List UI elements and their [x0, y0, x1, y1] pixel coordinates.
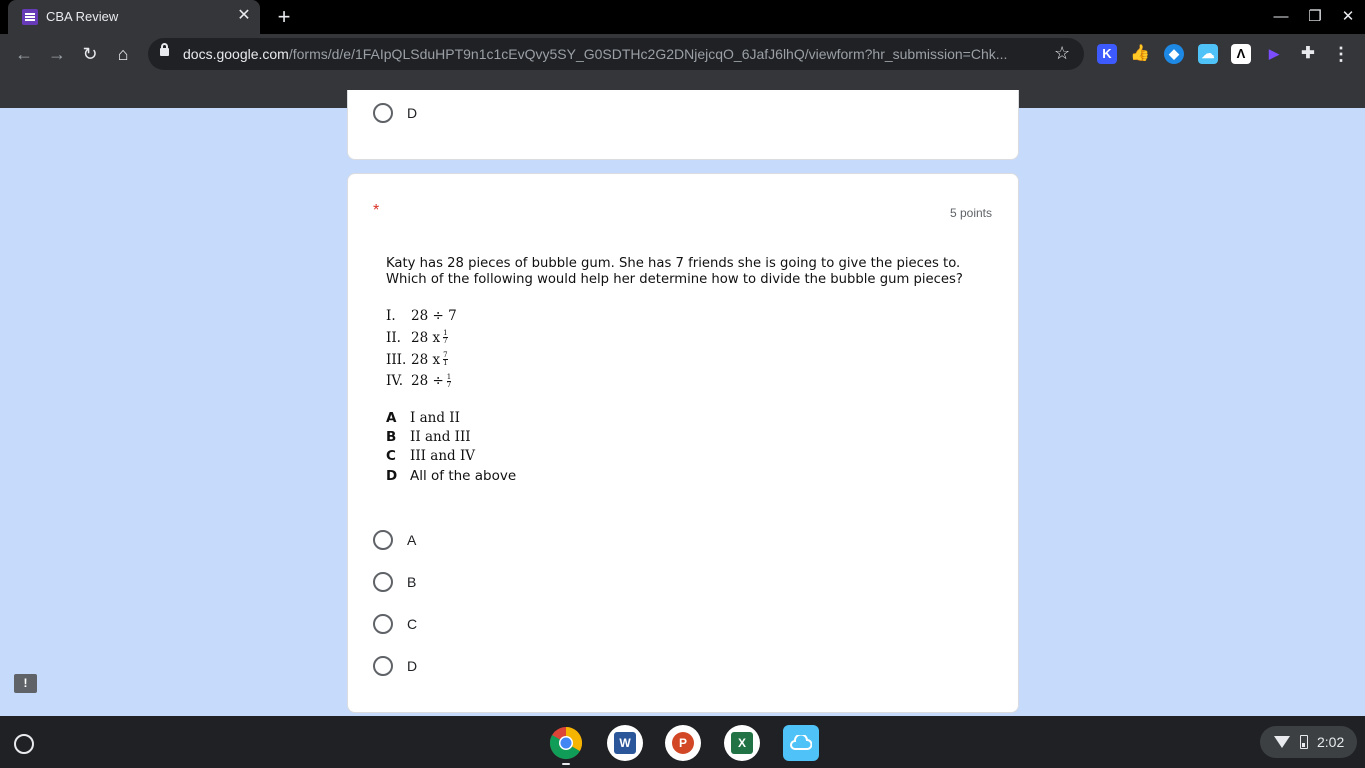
- radio-button[interactable]: [373, 103, 393, 123]
- question-image: [386, 256, 976, 485]
- radio-button[interactable]: [373, 572, 393, 592]
- close-window-button[interactable]: ✕: [1341, 8, 1355, 25]
- radio-button[interactable]: [373, 530, 393, 550]
- back-button[interactable]: ←: [15, 44, 33, 64]
- choice-letter: C: [386, 448, 396, 465]
- extensions-puzzle-icon[interactable]: ✚: [1301, 45, 1315, 62]
- answer-choice: [386, 428, 976, 447]
- option-label: D: [407, 105, 418, 121]
- fraction-numerator: 1: [446, 372, 452, 381]
- fraction-numerator: 1: [443, 329, 448, 338]
- option-d-prev[interactable]: [373, 101, 417, 125]
- statement-item: [386, 327, 976, 349]
- choice-letter: A: [386, 409, 397, 426]
- url-path: /forms/d/e/1FAIpQLSduHPT9n1c1cEvQvy5SY_G0SDTHc2G2DNjejcqO_6JafJ6lhQ/viewform?hr_submission=Chk...: [288, 46, 1008, 62]
- question-text: Katy has 28 pieces of bubble gum. She has 7 friends she is going to give the pieces to. Which of the following would help her determine how to divide the bubble gum pieces?: [386, 256, 963, 287]
- powerpoint-app-icon[interactable]: [665, 725, 701, 761]
- statement-expression: 28 x: [411, 351, 441, 368]
- bookmark-star-icon[interactable]: ☆: [1054, 43, 1071, 63]
- statement-item: [386, 371, 976, 393]
- answer-choice-list: [386, 408, 976, 485]
- excel-app-icon[interactable]: [724, 725, 760, 761]
- statement-expression: 28 ÷ 7: [411, 308, 457, 325]
- new-tab-button[interactable]: +: [277, 4, 291, 29]
- cloud-app-icon[interactable]: [783, 725, 819, 761]
- minimize-button[interactable]: —: [1273, 8, 1289, 25]
- wifi-icon: [1274, 736, 1290, 748]
- statement-item: [386, 305, 976, 327]
- statement-numeral: IV.: [386, 373, 404, 390]
- option-label: C: [407, 616, 418, 632]
- reload-button[interactable]: ↻: [82, 44, 98, 64]
- excel-logo-icon: X: [731, 732, 753, 754]
- extension-k-icon[interactable]: K: [1097, 44, 1117, 64]
- statement-list: [386, 305, 976, 392]
- clock: 2:02: [1317, 734, 1345, 750]
- launcher-icon[interactable]: [14, 734, 34, 754]
- browser-menu-icon[interactable]: ⋮: [1332, 44, 1350, 64]
- choice-text: III and IV: [410, 448, 476, 465]
- option-b[interactable]: [373, 570, 416, 594]
- fraction: [443, 352, 447, 367]
- choice-text: All of the above: [410, 467, 517, 484]
- status-tray[interactable]: [1260, 726, 1357, 758]
- os-shelf: [0, 716, 1365, 768]
- required-marker: *: [373, 202, 380, 219]
- fraction: [443, 330, 447, 345]
- choice-letter: D: [386, 467, 398, 484]
- choice-text: II and III: [410, 429, 471, 446]
- cloud-logo-icon: [790, 735, 812, 751]
- option-label: B: [407, 574, 417, 590]
- answer-choice: [386, 447, 976, 466]
- choice-letter: B: [386, 429, 397, 446]
- statement-numeral: I.: [386, 308, 396, 325]
- option-c[interactable]: [373, 612, 417, 636]
- answer-choice: [386, 408, 976, 427]
- maximize-button[interactable]: ❐: [1308, 8, 1322, 25]
- radio-button[interactable]: [373, 614, 393, 634]
- fraction-numerator: 7: [443, 351, 448, 360]
- active-app-indicator: [562, 763, 570, 765]
- url-text[interactable]: [183, 46, 1043, 62]
- statement-item: [386, 349, 976, 371]
- option-label: A: [407, 532, 417, 548]
- radio-button[interactable]: [373, 656, 393, 676]
- extension-thumbs-up-icon[interactable]: 👍: [1130, 45, 1150, 62]
- home-button[interactable]: ⌂: [117, 44, 129, 64]
- browser-tab[interactable]: [8, 0, 260, 34]
- address-bar[interactable]: [148, 38, 1084, 70]
- extension-cursor-icon[interactable]: ▶: [1269, 46, 1279, 61]
- fraction: [447, 374, 451, 389]
- answer-choice: [386, 466, 976, 485]
- tab-title: CBA Review: [46, 9, 119, 24]
- chrome-logo-icon: [549, 726, 583, 760]
- google-forms-favicon-icon: [22, 9, 38, 25]
- extension-cloud-icon[interactable]: ☁: [1198, 44, 1218, 64]
- option-a[interactable]: [373, 528, 416, 552]
- statement-numeral: II.: [386, 329, 401, 346]
- fraction-denominator: 7: [446, 380, 452, 389]
- question-card: [347, 173, 1019, 713]
- previous-question-card: [347, 90, 1019, 160]
- option-d[interactable]: [373, 654, 417, 678]
- fraction-denominator: 1: [443, 359, 448, 368]
- word-app-icon[interactable]: [607, 725, 643, 761]
- statement-expression: 28 x: [411, 329, 441, 346]
- word-logo-icon: W: [614, 732, 636, 754]
- chrome-app-icon[interactable]: [548, 725, 584, 761]
- fraction-denominator: 7: [443, 337, 448, 346]
- forward-button[interactable]: →: [48, 44, 66, 64]
- lock-icon[interactable]: [160, 48, 169, 56]
- browser-toolbar: [0, 34, 1365, 74]
- powerpoint-logo-icon: P: [672, 732, 694, 754]
- option-label: D: [407, 658, 418, 674]
- points-label: 5 points: [949, 206, 992, 220]
- choice-text: I and II: [410, 409, 460, 426]
- extension-diamond-icon[interactable]: ◆: [1164, 44, 1184, 64]
- battery-icon: [1300, 735, 1308, 749]
- statement-expression: 28 ÷: [411, 373, 444, 390]
- tab-strip: [0, 0, 1365, 34]
- url-host: docs.google.com: [183, 46, 289, 62]
- report-feedback-icon[interactable]: !: [14, 674, 37, 693]
- tab-close-icon[interactable]: ✕: [237, 7, 251, 24]
- statement-numeral: III.: [386, 351, 407, 368]
- extension-lambda-icon[interactable]: Λ: [1231, 44, 1251, 64]
